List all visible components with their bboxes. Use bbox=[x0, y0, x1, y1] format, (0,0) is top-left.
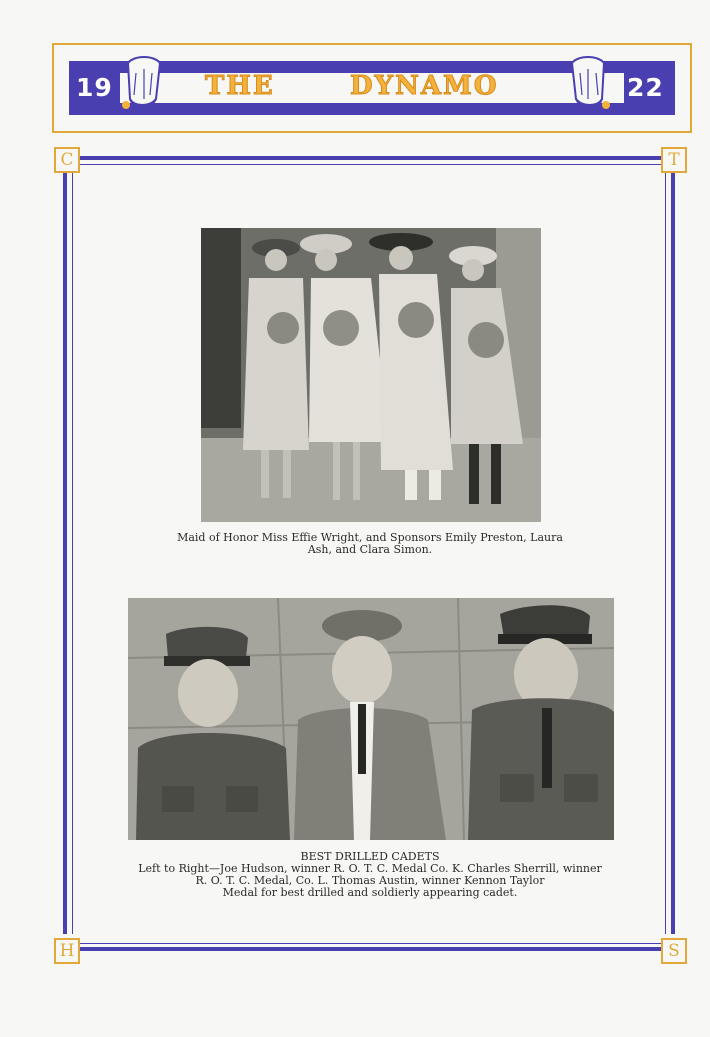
year-left: 19 bbox=[76, 73, 113, 102]
title-word-dynamo: DYNAMO bbox=[350, 71, 499, 101]
frame-top-rule bbox=[80, 156, 662, 160]
frame-left-rule-thin bbox=[72, 172, 73, 934]
corner-letter-top-right: T bbox=[661, 147, 687, 173]
frame-left-rule bbox=[63, 172, 67, 934]
frame-right-rule-thin bbox=[665, 172, 666, 934]
sponsors-caption-line-1: Maid of Honor Miss Effie Wright, and Sponsors Emily Preston, Laura bbox=[177, 531, 563, 544]
cadets-photo bbox=[128, 598, 614, 840]
cadets-heading: BEST DRILLED CADETS bbox=[300, 850, 440, 863]
sponsors-photo bbox=[201, 228, 541, 522]
scroll-icon bbox=[568, 55, 612, 117]
sponsors-caption-line-2: Ash, and Clara Simon. bbox=[307, 543, 433, 556]
frame-bottom-rule bbox=[80, 947, 662, 951]
scroll-icon bbox=[120, 55, 164, 117]
corner-letter-top-left: C bbox=[54, 147, 80, 173]
frame-bottom-rule-thin bbox=[80, 943, 662, 944]
frame-top-rule-thin bbox=[80, 164, 662, 165]
cadets-caption-line-1: Left to Right—Joe Hudson, winner R. O. T. C. Medal Co. K. Charles Sherrill, winner bbox=[138, 862, 602, 875]
corner-letter-bottom-left: H bbox=[54, 938, 80, 964]
frame-right-rule bbox=[671, 172, 675, 934]
year-right: 22 bbox=[627, 73, 664, 102]
cadets-caption-line-2: R. O. T. C. Medal, Co. L. Thomas Austin, winner Kennon Taylor bbox=[195, 874, 545, 887]
corner-letter-bottom-right: S bbox=[661, 938, 687, 964]
cadets-caption-line-3: Medal for best drilled and soldierly appearing cadet. bbox=[222, 886, 518, 899]
title-word-the: THE bbox=[205, 71, 275, 101]
